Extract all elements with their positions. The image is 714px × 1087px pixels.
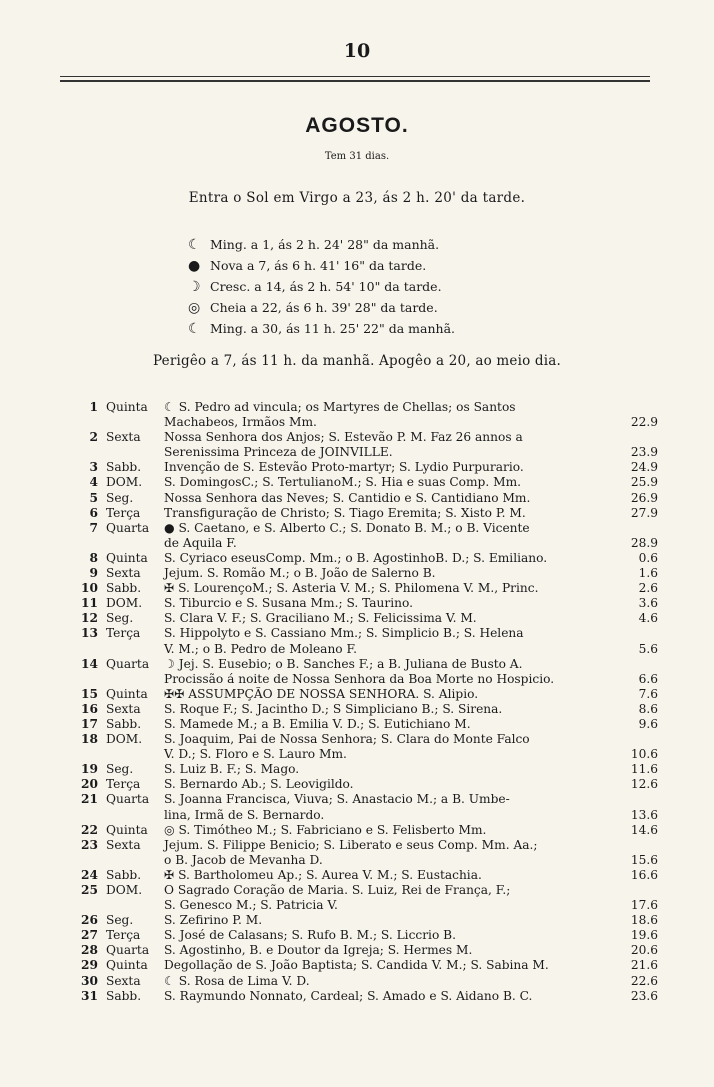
calendar-entry xyxy=(78,928,658,943)
day-number: 8 xyxy=(89,550,98,565)
day-number: 12 xyxy=(81,611,98,626)
moon-first-quarter-icon: ☽ xyxy=(188,278,201,295)
saints-text: Jejum. S. Filippe Benicio; S. Liberato e seus Comp. Mm. Aa.; o B. Jacob de Mevanha D. xyxy=(164,837,538,867)
calendar-entry xyxy=(78,974,658,989)
day-number: 21 xyxy=(81,792,98,807)
weekday: DOM. xyxy=(106,475,143,490)
saints-text: ☽ Jej. S. Eusebio; o B. Sanches F.; a B. Juliana de Busto A. Procissão á noite de Nossa Senhora da Boa Morte no Hospicio. xyxy=(164,656,555,686)
moon-age-value: 7.6 xyxy=(638,686,658,701)
weekday: Quinta xyxy=(106,686,148,701)
header-rule-double xyxy=(60,80,650,82)
weekday: DOM. xyxy=(106,596,143,611)
calendar-entry xyxy=(78,596,658,611)
calendar-entry xyxy=(78,475,658,490)
saints-text: ✠✠ ASSUMPÇÃO DE NOSSA SENHORA. S. Alipio. xyxy=(164,686,479,701)
moon-phase-row xyxy=(188,234,548,255)
weekday: Sexta xyxy=(106,837,141,852)
weekday: Sexta xyxy=(106,973,141,988)
day-number: 28 xyxy=(81,943,98,958)
saints-text: S. Joanna Francisca, Viuva; S. Anastacio M.; a B. Umbe- lina, Irmã de S. Bernardo. xyxy=(164,792,510,822)
weekday: Sabb. xyxy=(106,716,142,731)
calendar-entry xyxy=(78,687,658,702)
weekday: DOM. xyxy=(106,883,143,897)
saints-text: ☾ S. Pedro ad vincula; os Martyres de Chellas; os Santos Machabeos, Irmãos Mm. xyxy=(164,400,516,430)
saints-text: S. Joaquim, Pai de Nossa Senhora; S. Clara do Monte Falco V. D.; S. Floro e S. Lauro Mm. xyxy=(164,732,530,762)
moon-phase-text: Ming. a 1, ás 2 h. 24' 28" da manhã. xyxy=(210,237,440,252)
weekday: DOM. xyxy=(106,732,143,747)
day-number: 15 xyxy=(81,686,98,701)
days-count: Tem 31 dias. xyxy=(324,151,390,162)
calendar-entry xyxy=(78,460,658,475)
moon-age-value: 14.6 xyxy=(630,822,658,837)
day-number: 23 xyxy=(81,837,98,852)
moon-last-quarter-icon: ☾ xyxy=(188,236,201,253)
weekday: Quinta xyxy=(106,400,148,414)
saints-text: Nossa Senhora das Neves; S. Cantidio e S. Cantidiano Mm. xyxy=(164,490,531,505)
moon-phase-text: Cresc. a 14, ás 2 h. 54' 10" da tarde. xyxy=(210,279,442,294)
day-number: 7 xyxy=(89,520,98,535)
moon-age-value: 27.9 xyxy=(630,505,658,520)
calendar-entry xyxy=(78,521,658,551)
day-number: 17 xyxy=(81,716,98,731)
weekday: Sabb. xyxy=(106,867,142,882)
calendar-entry xyxy=(78,506,658,521)
moon-age-value: 10.6 xyxy=(630,747,658,762)
weekday: Seg. xyxy=(106,913,134,928)
calendar-entry xyxy=(78,702,658,717)
moon-age-value: 24.9 xyxy=(630,460,658,475)
weekday: Sabb. xyxy=(106,460,142,475)
calendar-entry xyxy=(78,883,658,913)
weekday: Sexta xyxy=(106,701,141,716)
day-number: 4 xyxy=(89,475,98,490)
calendar-entry xyxy=(78,989,658,1004)
saints-text: S. Raymundo Nonnato, Cardeal; S. Amado e S. Aidano B. C. xyxy=(164,988,533,1003)
day-number: 25 xyxy=(81,883,98,897)
weekday: Terça xyxy=(106,505,141,520)
calendar-entry xyxy=(78,657,658,687)
weekday: Terça xyxy=(106,928,141,943)
moon-age-value: 5.6 xyxy=(638,641,658,656)
weekday: Quinta xyxy=(106,822,148,837)
calendar-entry xyxy=(78,762,658,777)
saints-text: Invenção de S. Estevão Proto-martyr; S. Lydio Purpurario. xyxy=(164,460,524,475)
weekday: Sexta xyxy=(106,430,141,445)
calendar-entry xyxy=(78,777,658,792)
moon-age-value: 23.9 xyxy=(630,445,658,460)
moon-age-value: 11.6 xyxy=(630,762,658,777)
day-number: 9 xyxy=(89,566,98,581)
day-number: 14 xyxy=(81,656,98,671)
saints-text: Nossa Senhora dos Anjos; S. Estevão P. M. Faz 26 annos a Serenissima Princeza de JOINVILLE. xyxy=(164,430,523,460)
moon-age-value: 12.6 xyxy=(630,777,658,792)
weekday: Terça xyxy=(106,626,141,641)
weekday: Sabb. xyxy=(106,581,142,596)
moon-age-value: 3.6 xyxy=(638,596,658,611)
weekday: Sabb. xyxy=(106,988,142,1003)
moon-age-value: 8.6 xyxy=(638,701,658,716)
saints-text: S. Mamede M.; a B. Emilia V. D.; S. Eutichiano M. xyxy=(164,716,471,731)
saints-text: S. Clara V. F.; S. Graciliano M.; S. Felicissima V. M. xyxy=(164,611,477,626)
moon-age-value: 13.6 xyxy=(630,807,658,822)
calendar-list xyxy=(78,400,658,1004)
saints-text: S. José de Calasans; S. Rufo B. M.; S. Liccrio B. xyxy=(164,928,456,943)
day-number: 16 xyxy=(81,701,98,716)
day-number: 13 xyxy=(81,626,98,641)
day-number: 31 xyxy=(81,988,98,1003)
calendar-entry xyxy=(78,400,658,430)
day-number: 5 xyxy=(89,490,98,505)
moon-age-value: 23.6 xyxy=(630,988,658,1003)
moon-phase-row xyxy=(188,255,548,276)
calendar-entry xyxy=(78,430,658,460)
calendar-entry xyxy=(78,491,658,506)
moon-age-value: 20.6 xyxy=(630,943,658,958)
moon-age-value: 2.6 xyxy=(638,581,658,596)
day-number: 10 xyxy=(81,581,98,596)
moon-age-value: 4.6 xyxy=(638,611,658,626)
moon-age-value: 15.6 xyxy=(630,852,658,867)
day-number: 1 xyxy=(89,400,98,414)
moon-phase-text: Nova a 7, ás 6 h. 41' 16" da tarde. xyxy=(210,258,427,273)
weekday: Quarta xyxy=(106,520,150,535)
moon-phase-text: Ming. a 30, ás 11 h. 25' 22" da manhã. xyxy=(210,321,455,336)
saints-text: S. Bernardo Ab.; S. Leovigildo. xyxy=(164,777,354,792)
saints-text: S. Luiz B. F.; S. Mago. xyxy=(164,762,300,777)
weekday: Seg. xyxy=(106,611,134,626)
saints-text: ✠ S. LourençoM.; S. Asteria V. M.; S. Philomena V. M., Princ. xyxy=(164,581,539,596)
saints-text: O Sagrado Coração de Maria. S. Luiz, Rei de França, F.; S. Genesco M.; S. Patricia V. xyxy=(164,883,511,913)
saints-text: ◎ S. Timótheo M.; S. Fabriciano e S. Felisberto Mm. xyxy=(164,822,487,837)
moon-age-value: 17.6 xyxy=(630,898,658,913)
day-number: 29 xyxy=(81,958,98,973)
day-number: 18 xyxy=(81,732,98,747)
saints-text: Degollação de S. João Baptista; S. Candida V. M.; S. Sabina M. xyxy=(164,958,549,973)
day-number: 11 xyxy=(81,596,98,611)
saints-text: S. Agostinho, B. e Doutor da Igreja; S. Hermes M. xyxy=(164,943,473,958)
moon-age-value: 22.6 xyxy=(630,973,658,988)
day-number: 27 xyxy=(81,928,98,943)
weekday: Quinta xyxy=(106,550,148,565)
header-rule xyxy=(60,76,650,77)
moon-phase-row xyxy=(188,318,548,339)
day-number: 3 xyxy=(89,460,98,475)
saints-text: S. Tiburcio e S. Susana Mm.; S. Taurino. xyxy=(164,596,413,611)
perigee-apogee: Perigêo a 7, ás 11 h. da manhã. Apogêo a 20, ao meio dia. xyxy=(152,353,562,369)
weekday: Quarta xyxy=(106,943,150,958)
calendar-entry xyxy=(78,943,658,958)
day-number: 20 xyxy=(81,777,98,792)
calendar-entry xyxy=(78,581,658,596)
moon-phase-text: Cheia a 22, ás 6 h. 39' 28" da tarde. xyxy=(210,300,438,315)
weekday: Seg. xyxy=(106,762,134,777)
moon-age-value: 1.6 xyxy=(638,566,658,581)
weekday: Seg. xyxy=(106,490,134,505)
weekday: Quarta xyxy=(106,792,150,807)
moon-age-value: 26.9 xyxy=(630,490,658,505)
calendar-entry xyxy=(78,566,658,581)
saints-text: Transfiguração de Christo; S. Tiago Eremita; S. Xisto P. M. xyxy=(164,505,526,520)
day-number: 19 xyxy=(81,762,98,777)
moon-age-value: 21.6 xyxy=(630,958,658,973)
calendar-entry xyxy=(78,958,658,973)
saints-text: S. Cyriaco eseusComp. Mm.; o B. AgostinhoB. D.; S. Emiliano. xyxy=(164,550,548,565)
day-number: 26 xyxy=(81,913,98,928)
saints-text: S. Roque F.; S. Jacintho D.; S Simpliciano B.; S. Sirena. xyxy=(164,701,503,716)
day-number: 24 xyxy=(81,867,98,882)
calendar-entry xyxy=(78,913,658,928)
moon-phase-row xyxy=(188,297,548,318)
saints-text: Jejum. S. Romão M.; o B. João de Salerno B. xyxy=(164,566,436,581)
calendar-entry xyxy=(78,717,658,732)
weekday: Sexta xyxy=(106,566,141,581)
calendar-entry xyxy=(78,611,658,626)
moon-new-icon: ● xyxy=(188,257,201,274)
moon-age-value: 22.9 xyxy=(630,415,658,430)
saints-text: S. Zefirino P. M. xyxy=(164,913,263,928)
moon-age-value: 19.6 xyxy=(630,928,658,943)
calendar-entry xyxy=(78,626,658,656)
moon-age-value: 18.6 xyxy=(630,913,658,928)
moon-age-value: 6.6 xyxy=(638,671,658,686)
month-title: AGOSTO. xyxy=(305,114,409,137)
calendar-entry xyxy=(78,732,658,762)
moon-age-value: 0.6 xyxy=(638,550,658,565)
weekday: Quarta xyxy=(106,656,150,671)
page-number: 10 xyxy=(343,40,371,62)
moon-age-value: 16.6 xyxy=(630,867,658,882)
calendar-entry xyxy=(78,792,658,822)
weekday: Terça xyxy=(106,777,141,792)
calendar-entry xyxy=(78,551,658,566)
calendar-entry xyxy=(78,823,658,838)
moon-last-quarter-icon: ☾ xyxy=(188,320,201,337)
day-number: 30 xyxy=(81,973,98,988)
saints-text: ● S. Caetano, e S. Alberto C.; S. Donato B. M.; o B. Vicente de Aquila F. xyxy=(164,520,530,550)
moon-full-icon: ◎ xyxy=(188,299,201,316)
sun-entry: Entra o Sol em Virgo a 23, ás 2 h. 20' da tarde. xyxy=(188,190,526,206)
saints-text: ☾ S. Rosa de Lima V. D. xyxy=(164,973,310,988)
moon-phase-row xyxy=(188,276,548,297)
moon-age-value: 25.9 xyxy=(630,475,658,490)
saints-text: S. DomingosC.; S. TertulianoM.; S. Hia e suas Comp. Mm. xyxy=(164,475,522,490)
saints-text: ✠ S. Bartholomeu Ap.; S. Aurea V. M.; S. Eustachia. xyxy=(164,867,482,882)
weekday: Quinta xyxy=(106,958,148,973)
day-number: 2 xyxy=(89,430,98,445)
moon-age-value: 9.6 xyxy=(638,716,658,731)
day-number: 6 xyxy=(89,505,98,520)
calendar-entry xyxy=(78,838,658,868)
moon-phases xyxy=(188,234,548,339)
day-number: 22 xyxy=(81,822,98,837)
calendar-entry xyxy=(78,868,658,883)
moon-age-value: 28.9 xyxy=(630,535,658,550)
saints-text: S. Hippolyto e S. Cassiano Mm.; S. Simplicio B.; S. Helena V. M.; o B. Pedro de Moleano F. xyxy=(164,626,524,656)
